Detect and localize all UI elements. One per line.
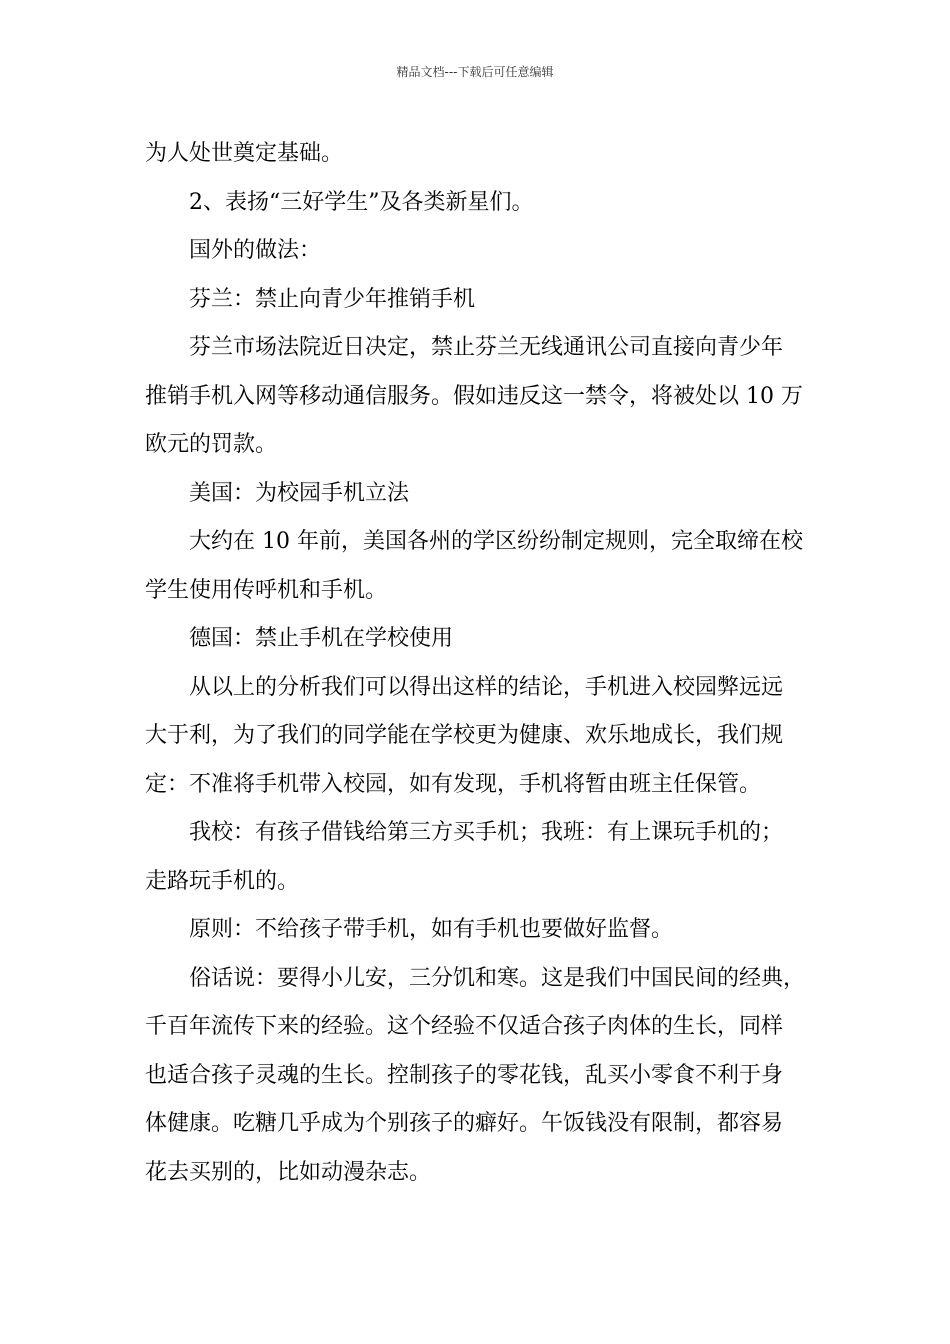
text-line: 为人处世奠定基础。: [145, 141, 344, 166]
text-line: 大约在 10 年前，美国各州的学区纷纷制定规则，完全取缔在校: [189, 529, 803, 554]
text-line: 体健康。吃糖几乎成为个别孩子的癖好。午饭钱没有限制，都容易: [145, 1111, 784, 1136]
section-heading-germany: 德国：禁止手机在学校使用: [189, 626, 454, 651]
text-line: 定：不准将手机带入校园，如有发现，手机将暂由班主任保管。: [145, 771, 762, 797]
text-line: 我校：有孩子借钱给第三方买手机；我班：有上课玩手机的；: [189, 820, 784, 845]
text-line: 2、表扬“三好学生”及各类新星们。: [189, 189, 534, 215]
text-line: 推销手机入网等移动通信服务。假如违反这一禁令，将被处以 10 万: [145, 383, 803, 409]
text-line: 俗话说：要得小儿安，三分饥和寒。这是我们中国民间的经典，: [189, 965, 806, 991]
text-line: 原则：不给孩子带手机，如有手机也要做好监督。: [189, 917, 674, 942]
text-line: 千百年流传下来的经验。这个经验不仅适合孩子肉体的生长，同样: [145, 1014, 784, 1039]
document-body: [145, 130, 815, 1197]
text-line: 大于利，为了我们的同学能在学校更为健康、欢乐地成长，我们规: [145, 723, 784, 748]
section-heading-usa: 美国：为校园手机立法: [189, 480, 410, 506]
page-header: 精品文档---下载后可任意编辑: [396, 65, 554, 79]
text-line: 芬兰市场法院近日决定，禁止芬兰无线通讯公司直接向青少年: [189, 335, 784, 360]
text-line: 欧元的罚款。: [145, 432, 278, 457]
text-line: 走路玩手机的。: [145, 868, 300, 894]
text-line: 学生使用传呼机和手机。: [145, 577, 388, 603]
text-line: 花去买别的，比如动漫杂志。: [145, 1159, 432, 1185]
text-line: 从以上的分析我们可以得出这样的结论，手机进入校园弊远远: [189, 674, 784, 700]
section-heading-finland: 芬兰：禁止向青少年推销手机: [189, 286, 476, 312]
text-line: 也适合孩子灵魂的生长。控制孩子的零花钱，乱买小零食不利于身: [145, 1062, 784, 1088]
text-line: 国外的做法：: [189, 238, 322, 263]
